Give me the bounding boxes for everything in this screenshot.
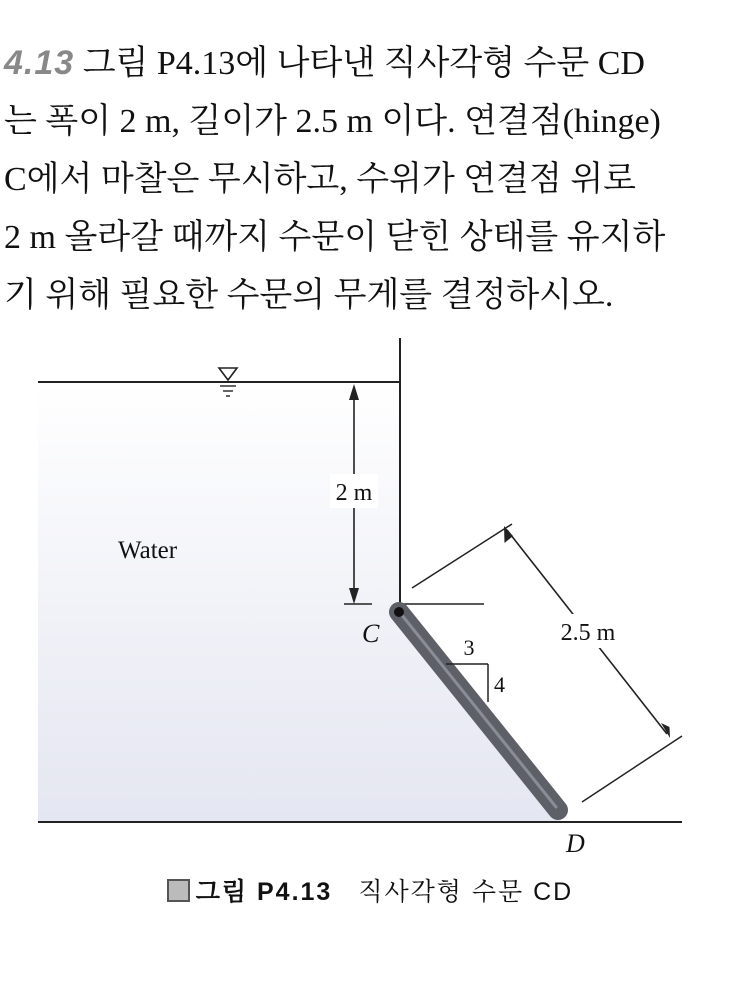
problem-text-1: 그림 P4.13에 나타낸 직사각형 수문 CD <box>82 45 645 82</box>
figure-caption <box>0 872 740 908</box>
problem-number: 4.13 <box>4 44 75 82</box>
problem-statement <box>4 34 734 325</box>
bottom-label: D <box>566 829 585 858</box>
problem-line-5: 기 위해 필요한 수문의 무게를 결정하시오. <box>4 277 614 314</box>
problem-line-4: 2 m 올라갈 때까지 수문이 닫힌 상태를 유지하 <box>4 219 666 256</box>
depth-label: 2 m <box>335 480 373 506</box>
slope-rise-label: 4 <box>494 672 505 697</box>
problem-line-2: 는 폭이 2 m, 길이가 2.5 m 이다. 연결점(hinge) <box>4 103 661 140</box>
hinge-pin <box>394 607 404 617</box>
length-label: 2.5 m <box>560 620 616 646</box>
hinge-label: C <box>362 619 380 648</box>
problem-line-1 <box>4 34 734 93</box>
problem-line-3: C에서 마찰은 무시하고, 수위가 연결점 위로 <box>4 161 637 198</box>
water-region <box>38 382 562 822</box>
caption-label: 그림 P4.13 <box>195 878 333 906</box>
caption-title: 직사각형 수문 CD <box>358 878 574 906</box>
gate-figure <box>0 330 740 860</box>
water-label: Water <box>118 537 178 564</box>
caption-marker-icon <box>167 879 190 902</box>
slope-run-label: 3 <box>463 635 475 660</box>
